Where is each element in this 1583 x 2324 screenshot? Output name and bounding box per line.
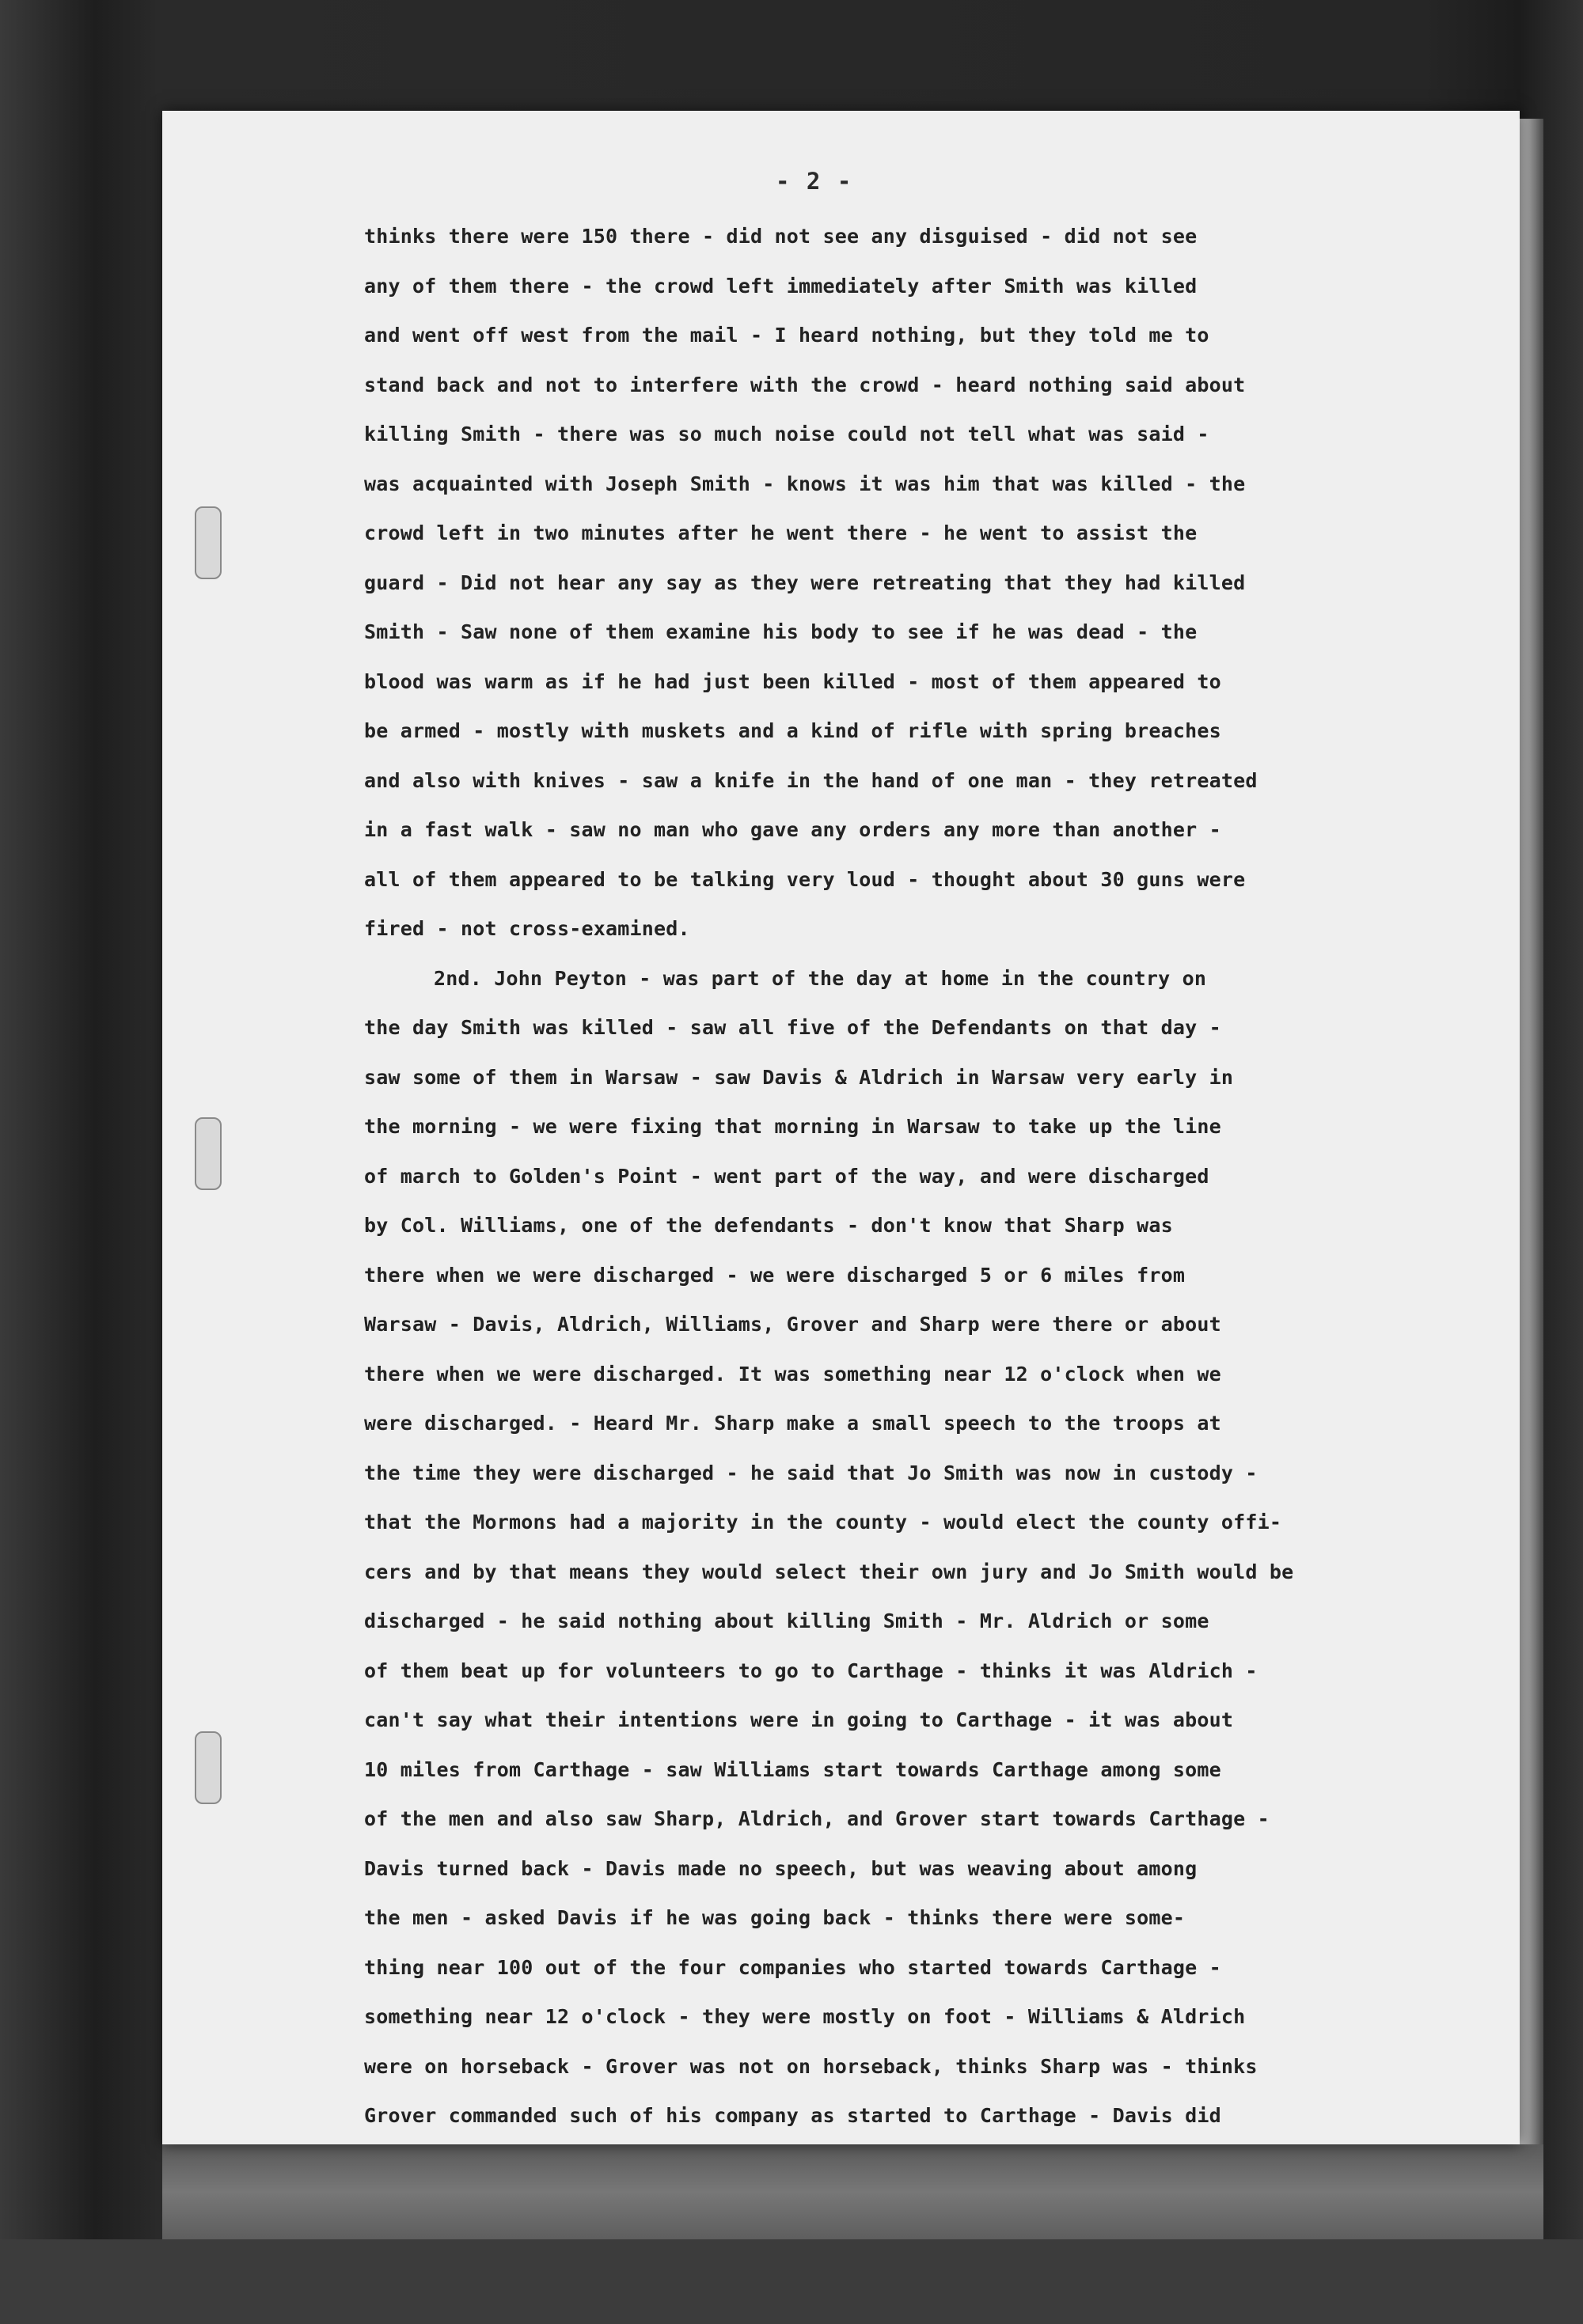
text-line: there when we were discharged. It was something near 12 o'clock when we [364,1362,1221,1386]
scanner-bottom-band [162,2144,1543,2239]
text-line: of march to Golden's Point - went part of the way, and were discharged [364,1164,1209,1188]
binder-hole-middle [195,1117,222,1190]
text-line: and went off west from the mail - I heard nothing, but they told me to [364,324,1209,347]
text-line: the men - asked Davis if he was going back - thinks there were some- [364,1906,1186,1929]
text-line: thinks there were 150 there - did not see any disguised - did not see [364,225,1198,248]
text-line: the time they were discharged - he said that Jo Smith was now in custody - [364,1461,1258,1484]
text-line: the morning - we were fixing that morning in Warsaw to take up the line [364,1115,1221,1138]
text-line: all of them appeared to be talking very loud - thought about 30 guns were [364,867,1246,891]
text-line: and also with knives - saw a knife in the hand of one man - they retreated [364,768,1258,792]
text-line: can't say what their intentions were in going to Carthage - it was about [364,1708,1234,1731]
text-line: fired - not cross-examined. [364,917,690,940]
text-line: killing Smith - there was so much noise could not tell what was said - [364,423,1209,445]
page-number: - 2 - [776,168,853,195]
text-line: in a fast walk - saw no man who gave any orders any more than another - [364,818,1221,841]
text-line: of the men and also saw Sharp, Aldrich, and Grover start towards Carthage - [364,1807,1270,1830]
typewritten-text [364,212,1293,2141]
text-line: 10 miles from Carthage - saw Williams start towards Carthage among some [364,1757,1221,1781]
text-line: were on horseback - Grover was not on horseback, thinks Sharp was - thinks [364,2054,1258,2078]
page-edge-shadow [1520,119,1543,2144]
text-line: any of them there - the crowd left immediately after Smith was killed [364,274,1198,298]
text-line: Smith - Saw none of them examine his body to see if he was dead - the [364,620,1198,643]
text-line: blood was warm as if he had just been killed - most of them appeared to [364,669,1221,693]
text-line: of them beat up for volunteers to go to Carthage - thinks it was Aldrich - [364,1659,1258,1682]
scanner-base [0,2239,1583,2324]
text-line: that the Mormons had a majority in the county - would elect the county offi- [364,1511,1282,1534]
text-line: there when we were discharged - we were discharged 5 or 6 miles from [364,1263,1186,1287]
text-line: were discharged. - Heard Mr. Sharp make a small speech to the troops at [364,1412,1221,1435]
binder-hole-bottom [195,1731,222,1804]
text-line: by Col. Williams, one of the defendants - don't know that Sharp was [364,1214,1173,1237]
text-line: something near 12 o'clock - they were mostly on foot - Williams & Aldrich [364,2005,1246,2028]
text-line: Davis turned back - Davis made no speech, but was weaving about among [364,1856,1198,1880]
text-line: crowd left in two minutes after he went there - he went to assist the [364,521,1198,544]
text-line: thing near 100 out of the four companies who started towards Carthage - [364,1955,1221,1979]
text-line: stand back and not to interfere with the crowd - heard nothing said about [364,373,1246,396]
text-line: Grover commanded such of his company as started to Carthage - Davis did [364,2104,1221,2127]
text-line: discharged - he said nothing about killing Smith - Mr. Aldrich or some [364,1609,1209,1632]
text-line: cers and by that means they would select their own jury and Jo Smith would be [364,1560,1294,1583]
text-line: saw some of them in Warsaw - saw Davis & Aldrich in Warsaw very early in [364,1065,1234,1089]
text-line: the day Smith was killed - saw all five of the Defendants on that day - [364,1016,1221,1039]
text-line: Warsaw - Davis, Aldrich, Williams, Grover and Sharp were there or about [364,1313,1221,1336]
paragraph-start-line: 2nd. John Peyton - was part of the day at home in the country on [434,966,1207,990]
text-line: guard - Did not hear any say as they were retreating that they had killed [364,571,1246,594]
text-line: be armed - mostly with muskets and a kind of rifle with spring breaches [364,719,1221,742]
binder-hole-top [195,506,222,579]
text-line: was acquainted with Joseph Smith - knows it was him that was killed - the [364,472,1246,495]
